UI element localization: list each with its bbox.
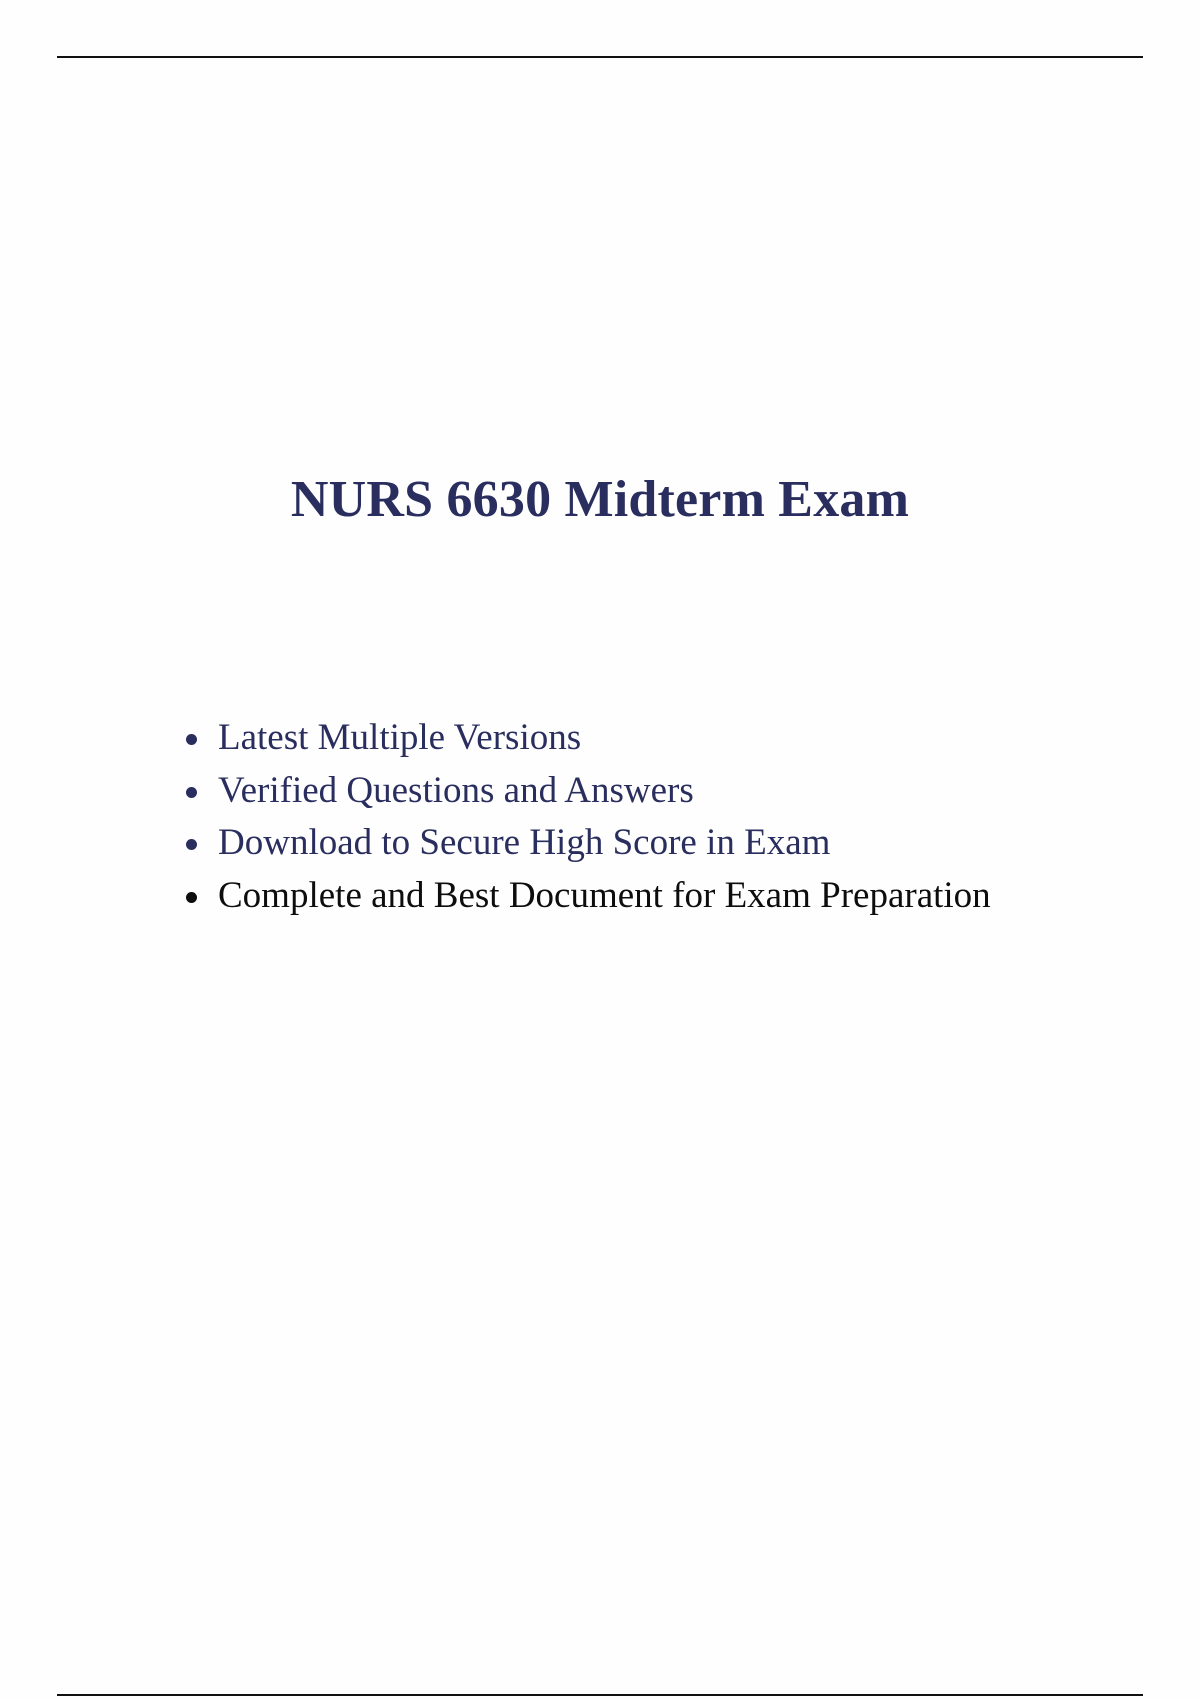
bullet-icon xyxy=(186,787,197,798)
list-item xyxy=(218,712,991,765)
list-item xyxy=(218,817,991,870)
list-item-text: Complete and Best Document for Exam Preparation xyxy=(218,874,991,916)
list-item xyxy=(218,765,991,818)
bottom-rule xyxy=(57,1694,1143,1696)
bullet-icon xyxy=(186,839,197,850)
list-item-text: Verified Questions and Answers xyxy=(218,769,694,811)
list-item-text: Download to Secure High Score in Exam xyxy=(218,822,831,863)
document-title: NURS 6630 Midterm Exam xyxy=(290,471,910,528)
list-item-text: Latest Multiple Versions xyxy=(218,717,582,758)
bullet-icon xyxy=(186,734,197,745)
list-item xyxy=(218,870,991,923)
bullet-icon xyxy=(186,892,197,903)
top-rule xyxy=(57,56,1143,58)
feature-list xyxy=(218,712,991,922)
